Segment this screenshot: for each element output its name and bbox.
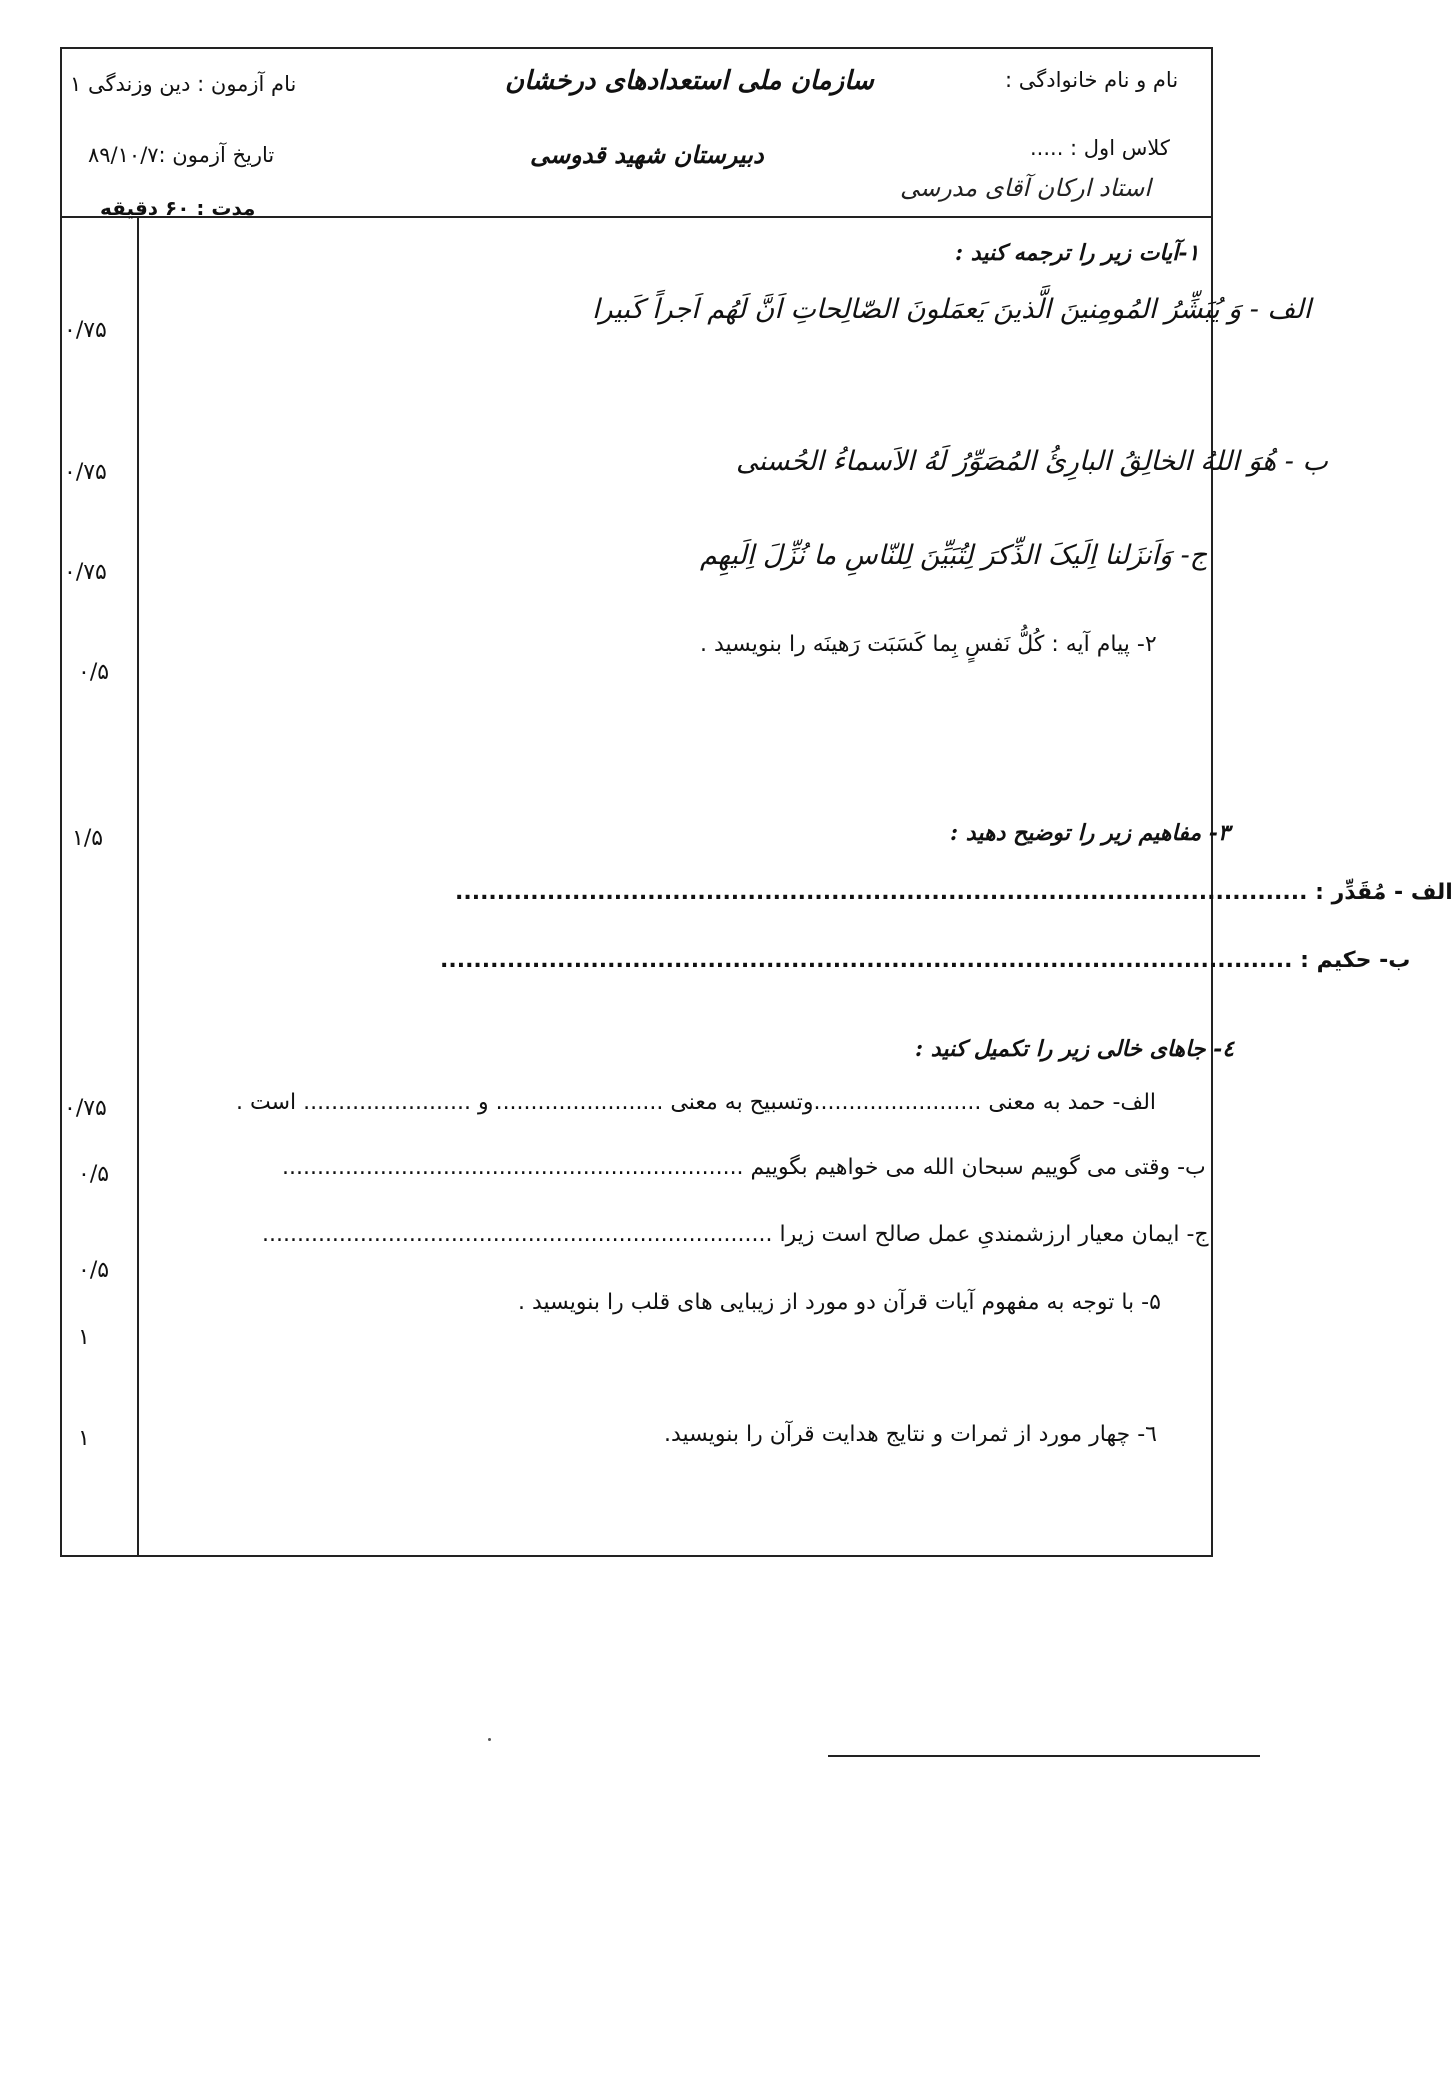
student-name-label: نام و نام خانوادگی : xyxy=(1005,68,1179,92)
question-1a-score: ۰/۷۵ xyxy=(64,318,107,343)
organization-title: سازمان ملی استعدادهای درخشان xyxy=(505,66,874,96)
question-2-score: ۰/۵ xyxy=(78,660,110,685)
question-3a-text: الف - مُقَدِّر : ...................................................................................................... xyxy=(455,880,1453,905)
exam-date: تاریخ آزمون :۸۹/۱۰/۷ xyxy=(88,143,275,167)
question-1b-text: ب - هُوَ اللهُ الخالِقُ البارِئُ المُصَوِّرُ لَهُ الاَسماءُ الحُسنی xyxy=(736,446,1328,477)
question-1c-text: ج- وَاَنزَلنا اِلَیکَ الذِّکرَ لِتُبَیِّنَ لِلنّاسِ ما نُزِّلَ اِلَیهِم xyxy=(700,540,1208,571)
question-6-score: ۱ xyxy=(78,1426,90,1451)
question-4-title: ٤- جاهای خالی زیر را تکمیل کنید : xyxy=(915,1036,1235,1062)
question-1c-score: ۰/۷۵ xyxy=(64,560,107,585)
question-3b-text: ب- حکیم : ...................................................................................................... xyxy=(440,948,1411,973)
class-label: کلاس اول : ..... xyxy=(1030,136,1170,160)
question-6-text: ٦- چهار مورد از ثمرات و نتایج هدایت قرآن را بنویسید. xyxy=(664,1422,1157,1447)
exam-frame xyxy=(60,47,1213,1557)
question-4b-text: ب- وقتی می گوییم سبحان الله می خواهیم بگوییم .................................................................. xyxy=(282,1155,1206,1180)
question-4c-score: ۰/۵ xyxy=(78,1258,110,1283)
question-4b-score: ۰/۵ xyxy=(78,1162,110,1187)
question-1a-text: الف - وَ یُبَشِّرُ المُومِنینَ الَّذینَ یَعمَلونَ الصّالِحاتِ اَنَّ لَهُم اَجراً کَبیرا xyxy=(592,294,1312,325)
question-3-title: ۳- مفاهیم زیر را توضیح دهید : xyxy=(950,820,1230,846)
score-column-divider xyxy=(137,216,139,1555)
question-1-title: ۱-آیات زیر را ترجمه کنید : xyxy=(955,240,1200,266)
question-2-text: ۲- پیام آیه : کُلُّ نَفسٍ بِما کَسَبَت رَهینَه را بنویسید . xyxy=(700,632,1157,657)
question-5-score: ۱ xyxy=(78,1325,90,1350)
teacher-name: استاد ارکان آقای مدرسی xyxy=(900,174,1151,202)
exam-duration: مدت : ۶۰ دقیقه xyxy=(100,196,256,220)
question-4c-text: ج- ایمان معیار ارزشمندیِ عمل صالح است زیرا ......................................................................... xyxy=(262,1222,1209,1247)
stray-dot xyxy=(488,1738,491,1741)
question-4a-text: الف- حمد به معنی ........................وتسبیح به معنی ........................ و ........................ است . xyxy=(236,1090,1157,1115)
school-name: دبیرستان شهید قدوسی xyxy=(530,140,764,169)
question-1b-score: ۰/۷۵ xyxy=(64,460,107,485)
question-5-text: ۵- با توجه به مفهوم آیات قرآن دو مورد از زیبایی های قلب را بنویسید . xyxy=(518,1290,1161,1315)
exam-name: نام آزمون : دین وزندگی ۱ xyxy=(70,72,297,96)
question-3-score: ۱/۵ xyxy=(72,826,104,851)
footer-rule xyxy=(828,1755,1260,1757)
question-4a-score: ۰/۷۵ xyxy=(64,1096,107,1121)
